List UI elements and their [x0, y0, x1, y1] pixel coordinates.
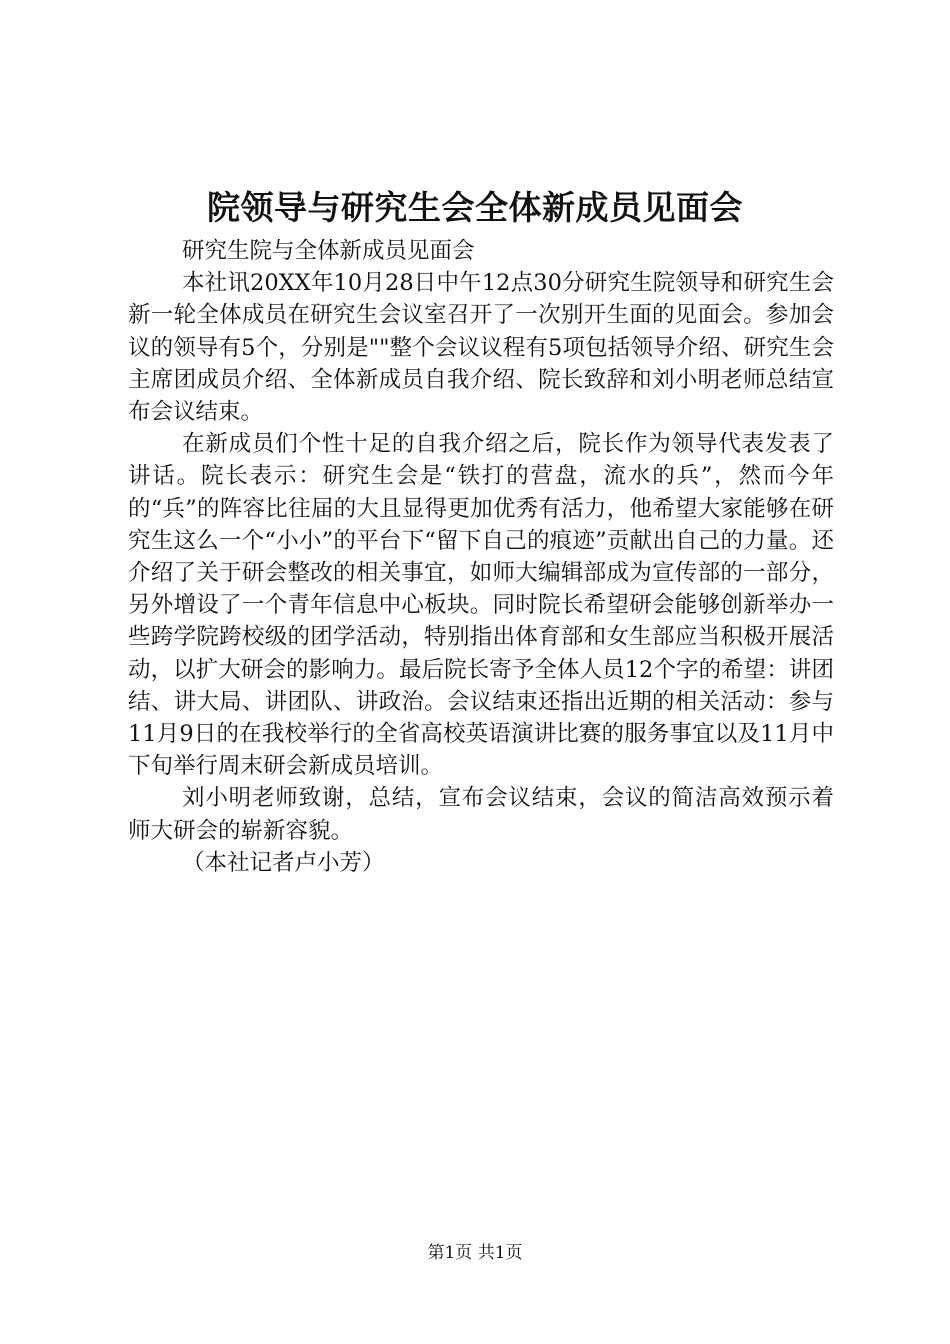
page-number-footer: 第1页 共1页: [427, 1243, 523, 1263]
document-body: [128, 235, 834, 879]
paragraph-subtitle: 研究生院与全体新成员见面会: [182, 238, 475, 264]
paragraph-speech: 在新成员们个性十足的自我介绍之后，院长作为领导代表发表了讲话。院长表示：研究生会是“铁打的营盘，流水的兵”，然而今年的“兵”的阵容比往届的大且显得更加优秀有活力，他希望大家能够在研究生这么一个“小小”的平台下“留下自己的痕迹”贡献出自己的力量。还介绍了关于研会整改的相关事宜，如师大编辑部成为宣传部的一部分，另外增设了一个青年信息中心板块。同时院长希望研会能够创新举办一些跨学院跨校级的团学活动，特别指出体育部和女生部应当积极开展活动，以扩大研会的影响力。最后院长寄予全体人员12个字的希望：讲团结、讲大局、讲团队、讲政治。会议结束还指出近期的相关活动：参与11月9日的在我校举行的全省高校英语演讲比赛的服务事宜以及11月中下旬举行周末研会新成员培训。: [128, 431, 834, 780]
paragraph-byline: （本社记者卢小芳）: [182, 849, 385, 876]
paragraph-intro: 本社讯20XX年10月28日中午12点30分研究生院领导和研究生会新一轮全体成员在研究生会议室召开了一次别开生面的见面会。参加会议的领导有5个，分别是""整个会议议程有5项包括领导介绍、研究生会主席团成员介绍、全体新成员自我介绍、院长致辞和刘小明老师总结宣布会议结束。: [128, 270, 834, 426]
paragraph-closing: 刘小明老师致谢，总结，宣布会议结束，会议的简洁高效预示着师大研会的崭新容貌。: [128, 785, 834, 844]
document-title: 院领导与研究生会全体新成员见面会: [207, 188, 743, 227]
